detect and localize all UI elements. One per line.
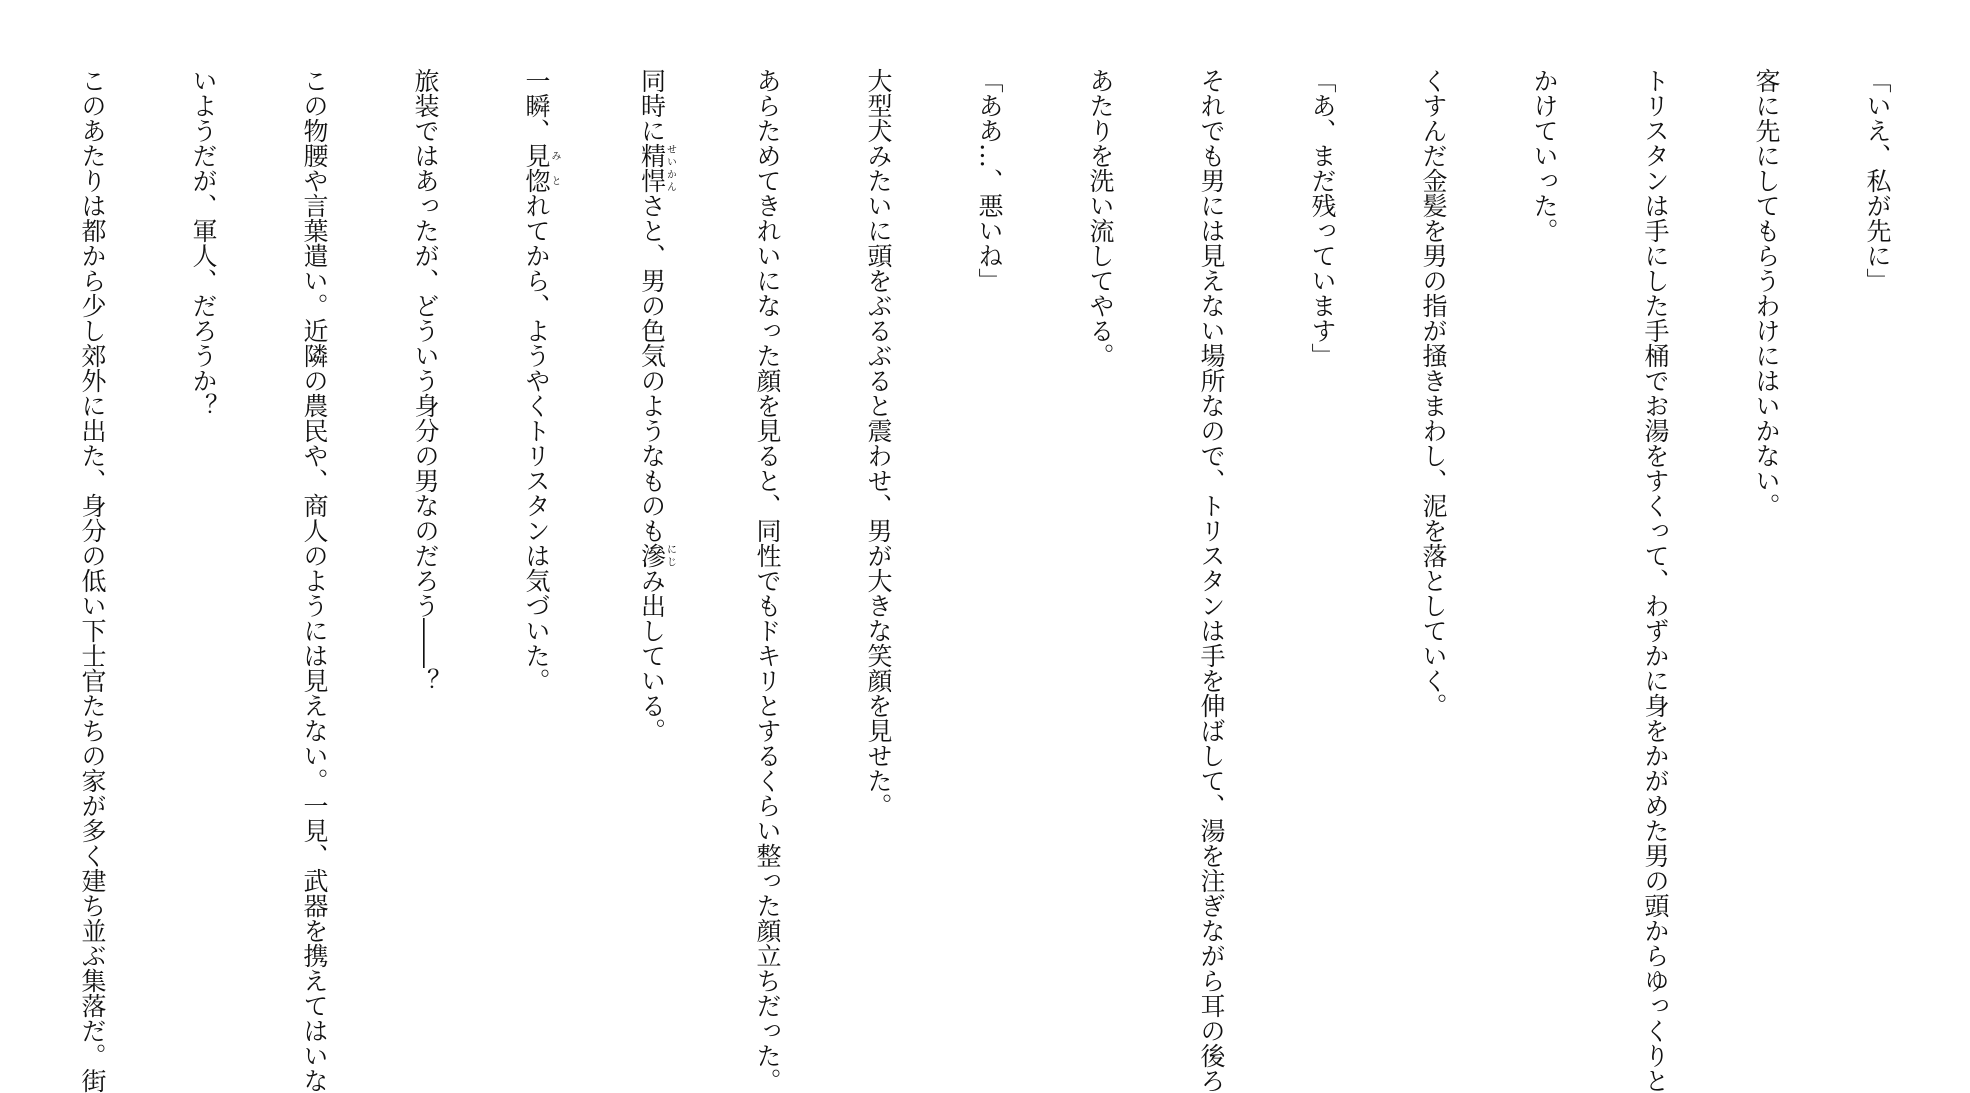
ruby-base: 見惚 (522, 143, 551, 193)
ruby-reading: みと (549, 143, 560, 193)
text-line: それでも男には見えない場所なので、トリスタンは手を伸ばして、湯を注ぎながら耳の後ろ (1197, 68, 1226, 1093)
novel-text (0, 68, 1970, 1093)
text-line: くすんだ金髪を男の指が掻きまわし、泥を落としていく。 (1419, 68, 1448, 718)
text-line: 旅装ではあったが、どういう身分の男なのだろう――？ (411, 68, 440, 693)
text-segment: さと、男の色気のようなものも (637, 193, 667, 543)
text-line: 「いえ、私が先に」 (1863, 68, 1892, 293)
ruby-reading: にじ (664, 543, 676, 568)
text-line: 客に先にしてもらうわけにはいかない。 (1752, 68, 1781, 518)
text-line: このあたりは都から少し郊外に出た、身分の低い下士官たちの家が多く建ち並ぶ集落だ。街 (78, 68, 107, 1093)
ruby-word (637, 543, 676, 568)
text-segment: 同時に (637, 68, 667, 143)
text-segment: れてから、ようやくトリスタンは気づいた。 (522, 193, 551, 693)
text-line: この物腰や言葉遣い。近隣の農民や、商人のようには見えない。一見、武器を携えてはいな (300, 68, 329, 1093)
text-segment: み出している。 (637, 568, 667, 743)
ruby-base: 精悍 (637, 143, 667, 193)
text-line (518, 68, 560, 968)
text-line: かけていった。 (1530, 68, 1559, 243)
text-line: 大型犬みたいに頭をぶるぶると震わせ、男が大きな笑顔を見せた。 (864, 68, 893, 818)
text-line: トリスタンは手にした手桶でお湯をすくって、わずかに身をかがめた男の頭からゆっくりと (1641, 68, 1670, 1093)
ruby-word (522, 143, 560, 193)
text-line: 「あ、まだ残っています」 (1308, 68, 1337, 368)
ruby-base: 滲 (637, 543, 667, 568)
text-line: あたりを洗い流してやる。 (1086, 68, 1115, 368)
ruby-reading: せいかん (664, 143, 676, 193)
ruby-word (637, 143, 676, 193)
text-line: いようだが、軍人、だろうか？ (189, 68, 218, 418)
text-line (634, 68, 676, 968)
text-line: 「ああ…、悪いね」 (975, 68, 1004, 293)
text-segment: 一瞬、 (522, 68, 551, 143)
text-line: あらためてきれいになった顔を見ると、同性でもドキリとするくらい整った顔立ちだった。 (753, 68, 782, 1093)
